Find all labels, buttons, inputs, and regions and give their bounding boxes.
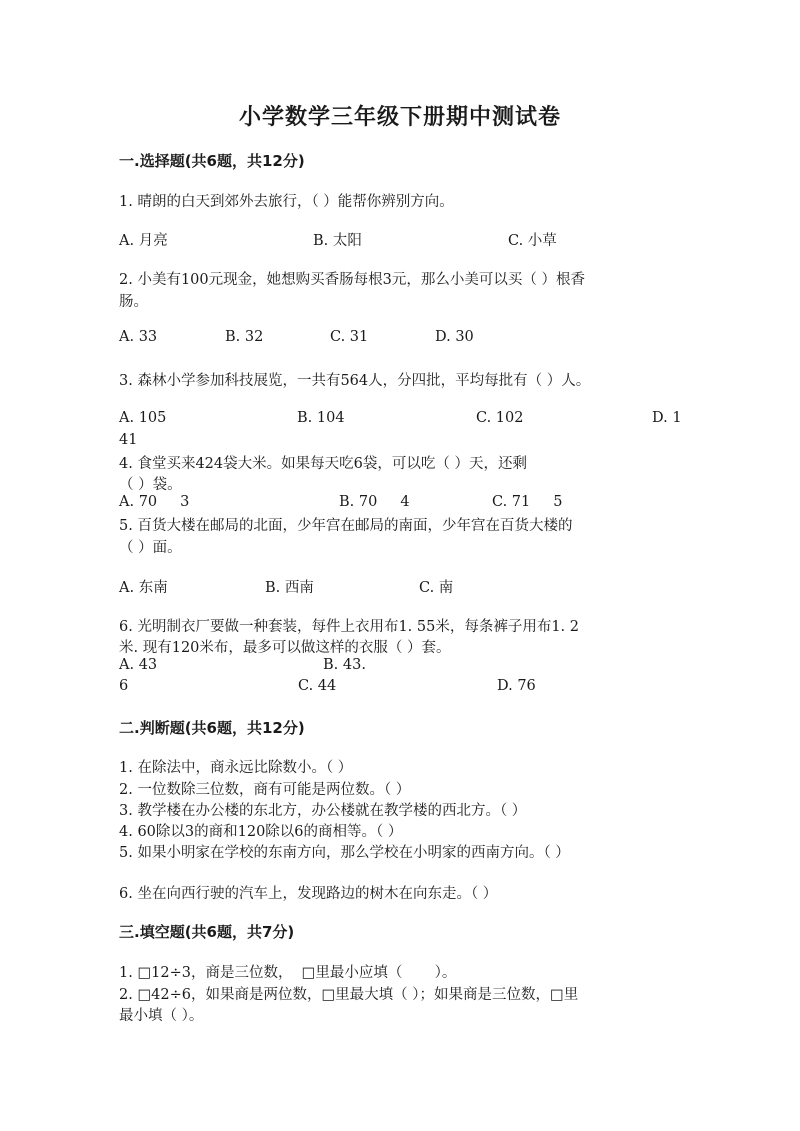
option: A. 70 3 [119,494,190,510]
option: B. 32 [225,329,264,345]
option: C. 102 [476,410,524,426]
question-text: 2. □42÷6，如果商是两位数，□里最大填（ ）；如果商是三位数，□里 [119,987,579,1003]
question-text: 1. 晴朗的白天到郊外去旅行，（ ）能帮你辨别方向。 [119,194,454,210]
option: A. 43 [119,657,158,673]
question-text: 5. 如果小明家在学校的东南方向，那么学校在小明家的西南方向。（ ） [119,845,570,861]
option: C. 南 [419,580,454,596]
option: C. 44 [298,678,337,694]
question-text: 3. 教学楼在办公楼的东北方，办公楼就在教学楼的西北方。（ ） [119,803,527,819]
option: D. 1 [652,410,682,426]
question-text: 6. 光明制衣厂要做一种套装，每件上衣用布1. 55米，每条裤子用布1. 2 [119,619,580,635]
page-title: 小学数学三年级下册期中测试卷 [238,104,561,130]
section-heading-choice: 一.选择题(共6题，共12分) [119,152,305,170]
option: D. 76 [497,678,536,694]
option: D. 30 [435,329,474,345]
question-text: 4. 食堂买来424袋大米。如果每天吃6袋，可以吃（ ）天，还剩 [119,456,527,472]
option: A. 33 [119,329,158,345]
question-text: 2. 一位数除三位数，商有可能是两位数。（ ） [119,782,411,798]
question-text: 米. 现有120米布，最多可以做这样的衣服（ ）套。 [119,640,451,656]
option: C. 31 [330,329,369,345]
question-text: 3. 森林小学参加科技展览，一共有564人，分四批，平均每批有（ ）人。 [119,373,591,389]
option: A. 东南 [119,580,168,596]
question-text: 最小填（ ）。 [119,1008,204,1024]
question-text: 6. 坐在向西行驶的汽车上，发现路边的树木在向东走。（ ） [119,886,498,902]
option: B. 104 [297,410,345,426]
question-text: 1. □12÷3，商是三位数， □里最小应填（ ）。 [119,965,457,981]
option: A. 105 [119,410,167,426]
question-text: 肠。 [119,294,148,310]
option-wrap: 41 [119,432,138,448]
option: A. 月亮 [119,233,168,249]
question-text: 2. 小美有100元现金，她想购买香肠每根3元，那么小美可以买（ ）根香 [119,272,585,288]
question-text: 4. 60除以3的商和120除以6的商相等。（ ） [119,824,403,840]
option: B. 43. [323,657,366,673]
option-wrap: 6 [119,678,129,694]
question-text: 5. 百货大楼在邮局的北面，少年宫在邮局的南面，少年宫在百货大楼的 [119,518,573,534]
question-text: 1. 在除法中，商永远比除数小。（ ） [119,760,353,776]
option: C. 71 5 [492,494,563,510]
question-text: （ ）袋。 [119,477,182,493]
option: B. 西南 [265,580,314,596]
option: B. 70 4 [339,494,410,510]
section-heading-fill: 三.填空题(共6题，共7分) [119,923,295,941]
option: C. 小草 [508,233,557,249]
option: B. 太阳 [313,233,362,249]
section-heading-judgment: 二.判断题(共6题，共12分) [119,719,305,737]
question-text: （ ）面。 [119,540,182,556]
